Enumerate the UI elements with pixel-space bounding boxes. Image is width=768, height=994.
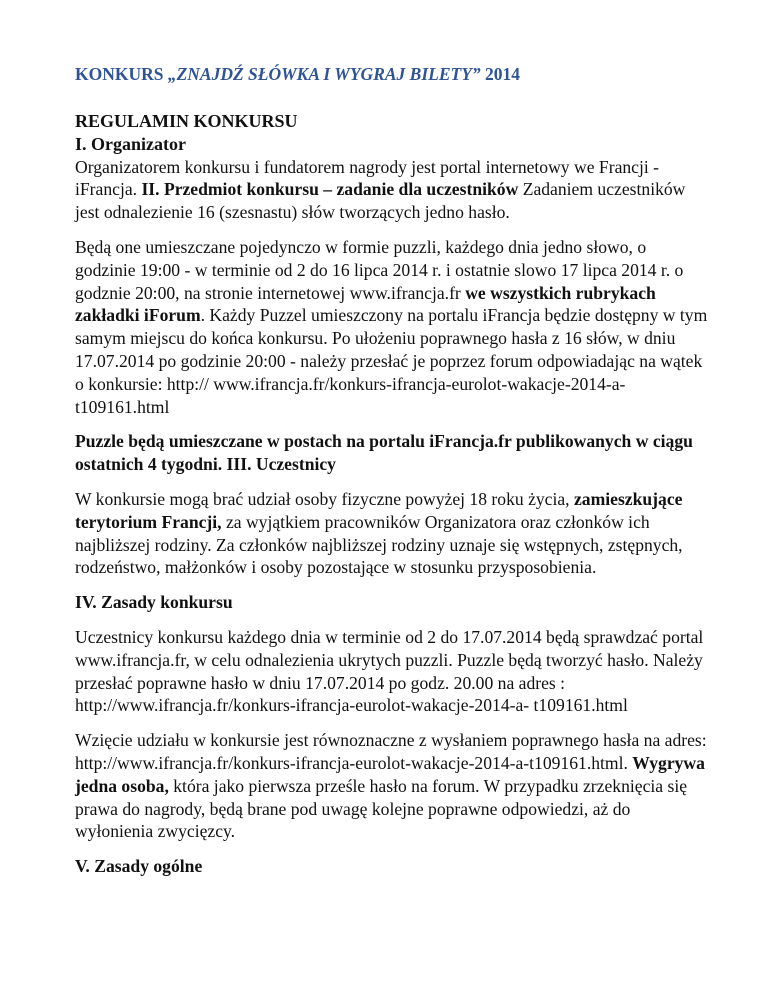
paragraph-contest-rules: Uczestnicy konkursu każdego dnia w terminie od 2 do 17.07.2014 będą sprawdzać portal www.ifrancja.fr, w celu odnalezienia ukrytych puzzli. Puzzle będą tworzyć hasło. Należy przesłać poprawne hasło w dniu 17.07.2014 po godz. 20.00 na adres : http://www.ifrancja.fr/konkurs-ifrancja-eurolot-wakacje-2014-a- t109161.html [75, 626, 704, 716]
title-prefix: KONKURS [75, 64, 168, 84]
participation-bold: Wygrywa jedna osoba, [75, 752, 705, 796]
section-5-heading: V. Zasady ogólne [75, 856, 203, 877]
paragraph-puzzle-rules [75, 236, 708, 418]
paragraph-participants [75, 488, 708, 579]
title-year: 2014 [480, 64, 521, 84]
document-title [75, 62, 708, 86]
paragraph-organizator [75, 156, 708, 224]
puzzle-rules-text-a: Będą one umieszczane pojedynczo w formie puzzli, każdego dnia jedno słowo, o godzinie 19:00 - w terminie od 2 do 16 lipca 2014 r. i ostatnie slowo 17 lipca 2014 r. o godznie 20:00, na stronie internetowej www.ifrancja.fr [75, 236, 684, 303]
puzzle-rules-text-b: . Każdy Puzzel umieszczony na portalu iFrancja będzie dostępny w tym samym miejscu do końca konkursu. Po ułożeniu poprawnego hasła z 16 słów, w dniu 17.07.2014 po godzinie 20:00 - należy przesłać je poprzez forum odpowiadając na wątek o konkursie: http:// www.ifrancja.fr/konkurs-ifrancja-eurolot-wakacje-2014-a-t109161.html [75, 305, 708, 417]
paragraph-puzzle-posts [75, 430, 708, 476]
participants-bold: zamieszkujące terytorium Francji, [75, 488, 683, 532]
participation-text-b: która jako pierwsza prześle hasło na forum. W przypadku zrzeknięcia się prawa do nagrody, będą brane pod uwagę kolejne poprawne odpowiedzi, aż do wyłonienia zwycięzcy. [75, 775, 688, 842]
regulamin-heading: REGULAMIN KONKURSU [75, 111, 298, 131]
participants-text-b: za wyjątkiem pracowników Organizatora oraz członków ich najbliższej rodziny. Za członków najbliższej rodziny uznaje się wstępnych, zstępnych, rodzeństwo, małżonków i osoby pozostające w stosunku przysposobienia. [75, 511, 683, 578]
puzzle-posts-bold: Puzzle będą umieszczane w postach na portalu iFrancja.fr publikowanych w ciągu ostatnich 4 tygodni. [75, 431, 693, 475]
participants-text-a: W konkursie mogą brać udział osoby fizyczne powyżej 18 roku życia, [75, 488, 574, 509]
section-1-heading: I. Organizator [75, 133, 186, 154]
section-organizator [75, 110, 708, 224]
puzzle-rules-bold: we wszystkich rubrykach zakładki iForum [75, 282, 656, 326]
section-4-heading: IV. Zasady konkursu [75, 592, 233, 613]
organizator-text: Organizatorem konkursu i fundatorem nagrody jest portal internetowy we Francji - iFrancja. [75, 156, 660, 200]
section-3-heading: III. Uczestnicy [222, 454, 336, 475]
task-text: Zadaniem uczestników jest odnalezienie 16 (szesnastu) słów tworzących jedno hasło. [75, 179, 686, 223]
section-2-heading: II. Przedmiot konkursu – zadanie dla uczestników [141, 179, 519, 200]
title-quote: „ZNAJDŹ SŁÓWKA I WYGRAJ BILETY” [167, 64, 481, 84]
participation-text-a: Wzięcie udziału w konkursie jest równoznaczne z wysłaniem poprawnego hasła na adres: http://www.ifrancja.fr/konkurs-ifrancja-eurolot-wakacje-2014-a-t109161.html. [75, 730, 707, 773]
paragraph-participation [75, 729, 708, 843]
